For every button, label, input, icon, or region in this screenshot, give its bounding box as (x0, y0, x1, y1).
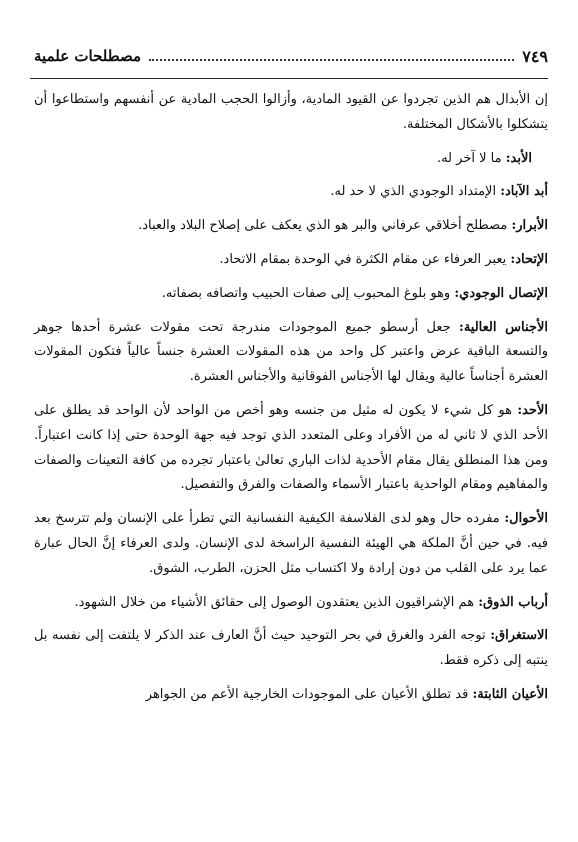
header-rule (30, 78, 548, 79)
entry-text: يعبر العرفاء عن مقام الكثرة في الوحدة بمقام الاتحاد. (219, 251, 507, 267)
entry-arbab-al-dhawq (34, 591, 548, 616)
entry-continuation (34, 88, 548, 138)
entry-term: الإتحاد: (510, 251, 548, 267)
entry-term: الأحوال: (504, 511, 548, 527)
entry-term: أرباب الذوق: (478, 594, 548, 610)
entry-ittisal (34, 282, 548, 307)
entry-text: توجه الفرد والغرق في بحر التوحيد حيث أنَّ العارف عند الذكر لا يلتفت إلى نفسه بل ينتبه إلى ذكره فقط. (34, 628, 548, 669)
entry-term: الأجناس العالية: (459, 319, 548, 335)
entry-text: جعل أرسطو جميع الموجودات مندرجة تحت مقولات عشرة أحدها جوهر والتسعة الباقية عرض واعتبر كل واحد من هذه المقولات العشرة جنساً عالياً فتكون المقولات العشرة أجناساً عالية ويقال لها الأجناس الفوقانية والأجناس العشرة. (34, 319, 548, 385)
entry-abad (34, 147, 548, 172)
entry-term: الأبرار: (511, 218, 548, 234)
entry-abrar (34, 214, 548, 239)
entry-term: الأعيان الثابتة: (472, 686, 548, 702)
entry-term: أبد الآباد: (500, 184, 548, 200)
page-header (34, 42, 548, 70)
entry-text: هم الإشراقيون الذين يعتقدون الوصول إلى حقائق الأشياء من خلال الشهود. (74, 594, 475, 610)
entry-text: مفرده حال وهو لدى الفلاسفة الكيفية النفسانية التي تطرأ على الإنسان ولم تترسخ بعد فيه. في حين أنَّ الملكة هي الهيئة النفسية الراسخة لدى الإنسان. ولدى العرفاء إنَّ الحال عبارة عما يرد على القلب من دون إرادة ولا اكتساب مثل الحزن، الطرب، الشوق. (34, 511, 548, 576)
entry-ahad (34, 399, 548, 498)
page-number: ٧٤٩ (522, 46, 548, 66)
entry-term: الإتصال الوجودي: (454, 285, 548, 301)
entry-ajnas (34, 316, 548, 390)
entry-term: الأحد: (517, 402, 548, 418)
entry-text: وهو بلوغ المحبوب إلى صفات الحبيب واتصافه بصفاته. (161, 285, 451, 301)
dotted-leader (149, 59, 514, 61)
entry-istighraq (34, 624, 548, 674)
entry-ahwal (34, 507, 548, 581)
entry-text: مصطلح أخلاقي عرفاني والبر هو الذي يعكف على إصلاح البلاد والعباد. (138, 218, 508, 234)
entry-text: إن الأبدال هم الذين تجردوا عن القيود المادية، وأزالوا الحجب المادية عن أنفسهم واستطاعوا أن يتشكلوا بالأشكال المختلفة. (34, 92, 548, 132)
entry-text: ما لا آخر له. (436, 150, 502, 166)
page-body (34, 88, 548, 717)
entry-ittihad (34, 248, 548, 273)
entry-ayan-thabita (34, 683, 548, 708)
entry-abad-al-abad (34, 180, 548, 205)
entry-term: الأبد: (505, 150, 532, 166)
entry-text: الإمتداد الوجودي الذي لا حد له. (330, 184, 497, 200)
entry-text: قد تطلق الأعيان على الموجودات الخارجية الأعم من الجواهر (145, 686, 469, 702)
entry-term: الاستغراق: (490, 628, 548, 644)
running-title: مصطلحات علمية (34, 47, 142, 65)
entry-text: هو كل شيء لا يكون له مثيل من جنسه وهو أخص من الواحد لأن الواحد قد يطلق على الأحد الذي لا ثاني له من الأفراد وعلى المتعدد الذي توجد فيه جهة الوحدة حتى إذا كانت اعتباراً. ومن هذا المنطلق يقال مقام الأحدية لذات الباري تعالىٰ باعتبار تجرده من كافة التعينات والصفات والمفاهيم ومقام الواحدية باعتبار الأسماء والصفات والفرق والتفصيل. (34, 402, 548, 493)
